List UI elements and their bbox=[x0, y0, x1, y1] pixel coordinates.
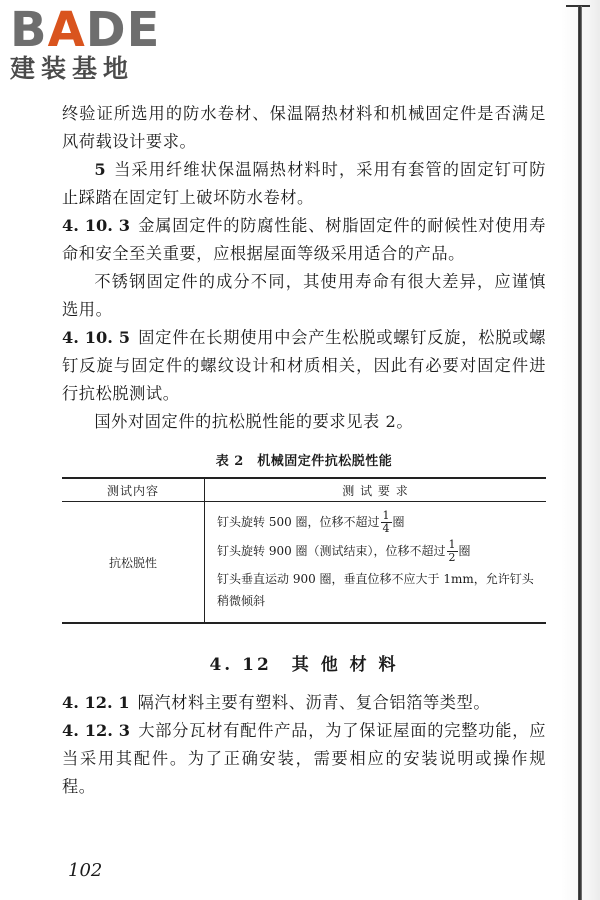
requirement-2: 钉头旋转 900 圈（测试结束），位移不超过 $\frac{1}{2}$ 圈 bbox=[217, 538, 471, 564]
requirement-3: 钉头垂直运动 900 圈，垂直位移不应大于 1mm，允许钉头稍微倾斜 bbox=[217, 572, 534, 608]
header-test-content: 测试内容 bbox=[62, 478, 205, 502]
paragraph-table-ref: 国外对固定件的抗松脱性能的要求见表 2。 bbox=[94, 412, 414, 431]
section-title: 4. 12 其 他 材 料 bbox=[209, 655, 399, 675]
item-number: 5 bbox=[94, 160, 106, 179]
logo-subtitle: 建装基地 bbox=[10, 54, 135, 83]
paragraph-text: 大部分瓦材有配件产品，为了保证屋面的完整功能，应当采用其配件。为了正确安装，需要相应的安装说明或操作规程。 bbox=[62, 721, 546, 796]
requirements-cell bbox=[205, 502, 547, 624]
paragraph-text: 当采用纤维状保温隔热材料时，采用有套管的固定钉可防止踩踏在固定钉上破坏防水卷材。 bbox=[62, 160, 546, 207]
fastener-spec-table bbox=[62, 477, 546, 624]
row-label: 抗松脱性 bbox=[62, 502, 205, 624]
bade-logo bbox=[10, 4, 180, 88]
clause-4-10-3 bbox=[62, 212, 546, 268]
table-header-row bbox=[62, 478, 546, 502]
page-number: 102 bbox=[68, 860, 103, 881]
paragraph-text: 金属固定件的防腐性能、树脂固定件的耐候性对使用寿命和安全至关重要，应根据屋面等级采用适合的产品。 bbox=[62, 216, 546, 263]
paragraph-item-5 bbox=[62, 156, 546, 212]
clause-number: 4. 10. 3 bbox=[62, 216, 131, 235]
clause-number: 4. 12. 1 bbox=[62, 693, 130, 712]
logo-wordmark: BADE bbox=[10, 2, 161, 58]
clause-number: 4. 12. 3 bbox=[62, 721, 131, 740]
fraction-one-quarter: $\frac{1}{4}$ bbox=[382, 509, 390, 535]
paragraph-stainless: 不锈钢固定件的成分不同，其使用寿命有很大差异，应谨慎选用。 bbox=[62, 272, 546, 319]
paragraph-text: 隔汽材料主要有塑料、沥青、复合铝箔等类型。 bbox=[137, 693, 491, 712]
table-caption: 表 2 机械固定件抗松脱性能 bbox=[215, 454, 393, 469]
paragraph-text: 固定件在长期使用中会产生松脱或螺钉反旋，松脱或螺钉反旋与固定件的螺纹设计和材质相关，因此有必要对固定件进行抗松脱测试。 bbox=[62, 328, 546, 403]
logo-accent-letter: A bbox=[47, 2, 86, 58]
clause-4-12-3 bbox=[62, 717, 546, 801]
page-content bbox=[62, 100, 546, 801]
fraction-one-half: $\frac{1}{2}$ bbox=[448, 538, 456, 564]
header-test-requirement: 测 试 要 求 bbox=[205, 478, 547, 502]
requirement-1: 钉头旋转 500 圈，位移不超过 $\frac{1}{4}$ 圈 bbox=[217, 509, 405, 535]
clause-number: 4. 10. 5 bbox=[62, 328, 131, 347]
clause-4-12-1 bbox=[62, 689, 546, 717]
table-row bbox=[62, 502, 546, 624]
paragraph-continuation: 终验证所选用的防水卷材、保温隔热材料和机械固定件是否满足风荷载设计要求。 bbox=[62, 104, 546, 151]
page-binding-edge bbox=[578, 6, 582, 900]
clause-4-10-5 bbox=[62, 324, 546, 408]
